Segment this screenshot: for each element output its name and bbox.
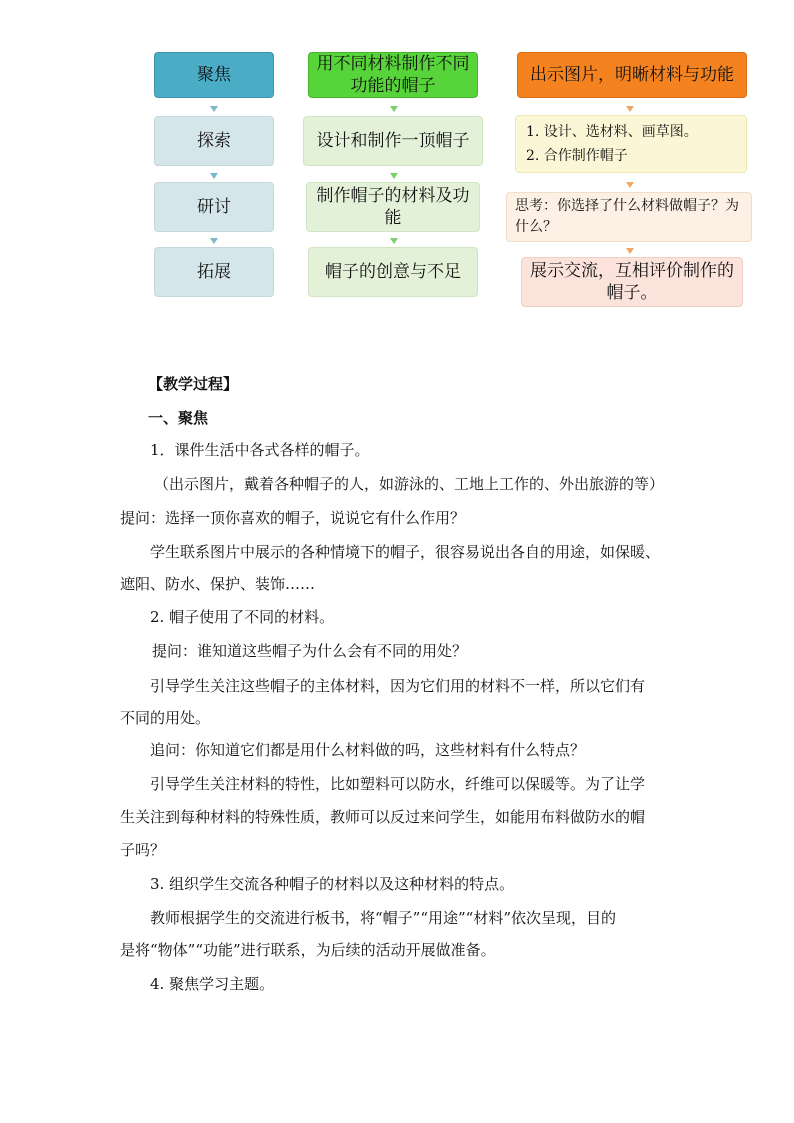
flow-explore [154, 116, 274, 166]
flow-design [303, 116, 483, 166]
paragraph: 是将“物体”“功能”进行联系，为后续的活动开展做准备。 [120, 941, 496, 959]
flow-share-label: 展示交流，互相评价制作的帽子。 [530, 261, 734, 303]
paragraph: 2. 帽子使用了不同的材料。 [150, 608, 335, 626]
paragraph: 学生联系图片中展示的各种情境下的帽子，很容易说出各自的用途，如保暖、 [150, 543, 661, 561]
flow-show-pictures-label: 出示图片，明晰材料与功能 [530, 65, 734, 85]
paragraph: 提问：选择一顶你喜欢的帽子，说说它有什么作用？ [120, 509, 466, 527]
flow-focus-label: 聚焦 [197, 65, 231, 85]
arrow-down-icon [210, 106, 218, 112]
flow-creativity [308, 247, 478, 297]
flow-theme [308, 52, 478, 98]
flow-show-pictures [517, 52, 747, 98]
flow-discuss-label: 研讨 [197, 197, 231, 217]
paragraph: 不同的用处。 [120, 709, 211, 727]
arrow-down-icon [626, 182, 634, 188]
flow-step-1: 1. 设计、选材料、画草图。 [526, 124, 698, 140]
paragraph: 4. 聚焦学习主题。 [150, 975, 275, 993]
flow-materials-label: 制作帽子的材料及功能 [316, 186, 470, 228]
paragraph: 教师根据学生的交流进行板书，将“帽子”“用途”“材料”依次呈现，目的 [150, 909, 617, 927]
paragraph: 生关注到每种材料的特殊性质，教师可以反过来问学生，如能用布料做防水的帽 [120, 808, 646, 826]
flow-think [506, 192, 752, 242]
flow-creativity-label: 帽子的创意与不足 [325, 262, 461, 282]
paragraph: 引导学生关注这些帽子的主体材料，因为它们用的材料不一样，所以它们有 [150, 677, 646, 695]
flow-explore-label: 探索 [197, 131, 231, 151]
paragraph: 追问：你知道它们都是用什么材料做的吗，这些材料有什么特点？ [150, 741, 586, 759]
flow-extend [154, 247, 274, 297]
paragraph: 子吗？ [120, 841, 166, 859]
arrow-down-icon [390, 173, 398, 179]
arrow-down-icon [626, 106, 634, 112]
flow-steps [515, 115, 747, 173]
arrow-down-icon [210, 238, 218, 244]
flow-focus [154, 52, 274, 98]
flow-design-label: 设计和制作一顶帽子 [316, 131, 470, 151]
paragraph: 提问：谁知道这些帽子为什么会有不同的用处？ [152, 642, 468, 660]
flow-discuss [154, 182, 274, 232]
flow-share [521, 257, 743, 307]
flow-think-label: 思考：你选择了什么材料做帽子？为什么？ [515, 198, 739, 235]
paragraph: 3. 组织学生交流各种帽子的材料以及这种材料的特点。 [150, 875, 515, 893]
flow-theme-label: 用不同材料制作不同功能的帽子 [316, 54, 470, 96]
arrow-down-icon [210, 173, 218, 179]
flow-extend-label: 拓展 [197, 262, 231, 282]
paragraph: 遮阳、防水、保护、装饰…… [120, 575, 316, 593]
flow-step-2: 2. 合作制作帽子 [526, 148, 628, 164]
section-heading: 【教学过程】 [148, 375, 239, 393]
paragraph: 1．课件生活中各式各样的帽子。 [150, 441, 370, 459]
paragraph: （出示图片，戴着各种帽子的人，如游泳的、工地上工作的、外出旅游的等） [154, 475, 665, 493]
flow-materials [306, 182, 480, 232]
arrow-down-icon [626, 248, 634, 254]
section-focus-title: 一、聚焦 [148, 409, 209, 427]
arrow-down-icon [390, 106, 398, 112]
arrow-down-icon [390, 238, 398, 244]
paragraph: 引导学生关注材料的特性，比如塑料可以防水，纤维可以保暖等。为了让学 [150, 775, 646, 793]
